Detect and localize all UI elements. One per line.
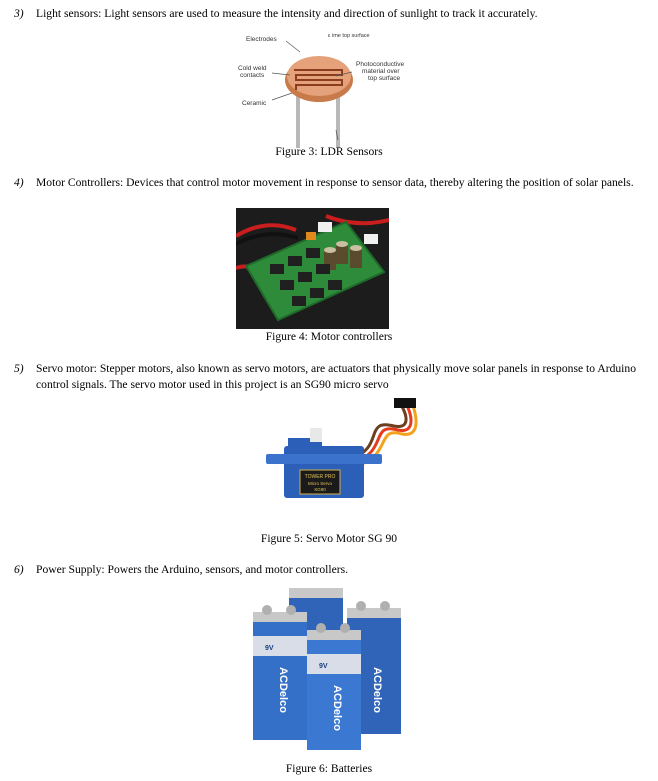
label-photoconductive: Photoconductive (356, 61, 405, 68)
item-number: 4) (14, 176, 24, 189)
ldr-lead-left (296, 92, 300, 148)
list-item-servo-motor (14, 361, 636, 393)
battery (253, 605, 307, 740)
list-item-power-supply (14, 562, 636, 578)
label-top-surface: ε ime top surface (328, 33, 370, 39)
item-number: 3) (14, 7, 24, 20)
item-text: Power Supply: Powers the Arduino, sensors, and motor controllers. (36, 563, 349, 576)
servo-label-model: SG90 (314, 487, 326, 492)
label-ceramic: Ceramic (242, 100, 267, 107)
battery (307, 623, 361, 750)
motor-controller-figure (236, 208, 389, 329)
figure-4-caption: Figure 4: Motor controllers (265, 330, 393, 343)
orange-component (306, 232, 316, 240)
connector (364, 234, 378, 244)
label-contacts: contacts (240, 72, 265, 79)
figure-6-caption: Figure 6: Batteries (285, 762, 373, 775)
servo-connector (394, 398, 416, 408)
list-item-motor-controllers (14, 175, 636, 191)
connector (318, 222, 332, 232)
servo-mounting-tab (266, 454, 382, 464)
item-text: Servo motor: Stepper motors, also known as servo motors, are actuators that physically move solar panels in response to Arduino control signals. The servo motor used in this project is an SG90 micro servo (36, 362, 636, 391)
item-text: Light sensors: Light sensors are used to measure the intensity and direction of sunlight to track it accurately. (36, 7, 538, 20)
servo-motor-figure (244, 398, 420, 518)
battery-brand: ACDelco (277, 667, 289, 713)
battery-voltage: 9V (265, 645, 274, 652)
item-number: 5) (14, 362, 24, 375)
label-photo-top-surface: top surface (368, 75, 401, 82)
label-electrodes: Electrodes (246, 36, 277, 43)
ldr-sensor-figure (230, 30, 420, 148)
label-cold-weld: Cold weld (238, 65, 267, 72)
servo-label-type: Micro Servo (307, 481, 333, 486)
item-number: 6) (14, 563, 24, 576)
label-material-over: material over (362, 68, 400, 75)
figure-5-caption: Figure 5: Servo Motor SG 90 (260, 532, 398, 545)
svg-text:ACDelco: ACDelco (331, 685, 343, 731)
servo-shaft (310, 428, 322, 442)
servo-label-brand: TOWER PRO (304, 474, 336, 480)
svg-text:ACDelco: ACDelco (371, 667, 383, 713)
batteries-figure (247, 580, 412, 752)
svg-text:9V: 9V (319, 663, 328, 670)
item-text: Motor Controllers: Devices that control motor movement in response to sensor data, thereby altering the position of solar panels. (36, 176, 634, 189)
list-item-light-sensors (14, 6, 636, 22)
figure-3-caption: Figure 3: LDR Sensors (275, 145, 383, 158)
